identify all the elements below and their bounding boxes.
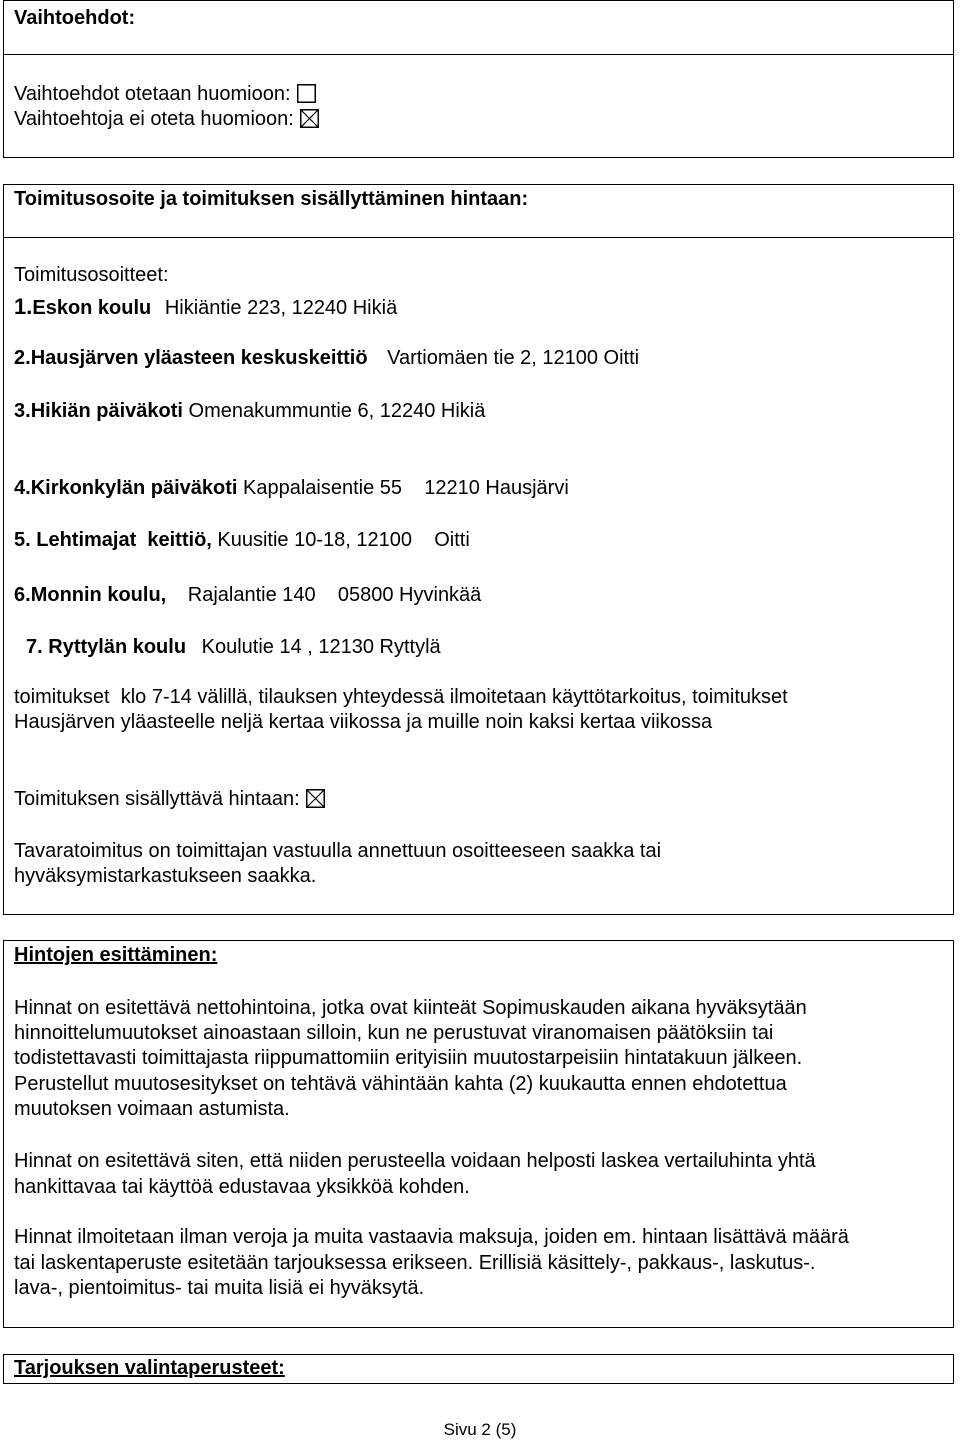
delivery-text-line1: toimitukset klo 7-14 välillä, tilauksen yhteydessä ilmoitetaan käyttötarkoitus, toimitukset (14, 686, 788, 708)
address-num: 3. (14, 400, 31, 422)
address-num: 7. (26, 636, 43, 658)
heading-toimitus: Toimitusosoite ja toimituksen sisällyttäminen hintaan: (14, 188, 529, 210)
delivery-text-line2: Hausjärven yläasteelle neljä kertaa viikossa ja muille noin kaksi kertaa viikossa (14, 711, 713, 733)
hinnat-p3-line2: tai laskentaperuste esitetään tarjouksessa erikseen. Erillisiä käsittely-, pakkaus-, laskutus-. (14, 1252, 816, 1274)
address-street: Vartiomäen tie 2, 12100 Oitti (387, 347, 640, 369)
hinnat-p3-line1: Hinnat ilmoitetaan ilman veroja ja muita vastaavia maksuja, joiden em. hintaan lisättävä määrä (14, 1226, 849, 1248)
section-heading-box-valinta (3, 1354, 954, 1384)
heading-hinnat: Hintojen esittäminen: (14, 944, 218, 966)
address-num: 4. (14, 477, 31, 499)
vaihtoehdot-options-box (3, 54, 954, 158)
hinnat-p1-line4: Perustellut muutosesitykset on tehtävä vähintään kahta (2) kuukautta ennen ehdotettua (14, 1073, 787, 1095)
heading-valinta: Tarjouksen valintaperusteet: (14, 1357, 285, 1379)
address-name: Kirkonkylän päiväkoti (30, 477, 238, 499)
responsibility-line2: hyväksymistarkastukseen saakka. (14, 865, 317, 887)
section-heading-box-vaihtoehdot (3, 0, 954, 55)
address-name: Eskon koulu (32, 297, 152, 319)
address-item-4 (14, 476, 569, 501)
hinnat-p1-line2: hinnoittelumuutokset ainoastaan silloin, kun ne perustuvat viranomaisen päätöksiin tai (14, 1022, 774, 1044)
option-allowed-label: Vaihtoehdot otetaan huomioon: (14, 83, 291, 105)
heading-vaihtoehdot: Vaihtoehdot: (14, 7, 136, 29)
hinnat-box (3, 940, 954, 1328)
page-number: Sivu 2 (5) (443, 1420, 517, 1439)
address-item-7 (26, 635, 441, 660)
delivery-included (14, 787, 325, 812)
address-item-5 (14, 528, 470, 553)
delivery-included-label: Toimituksen sisällyttävä hintaan: (14, 788, 300, 810)
hinnat-p1-line1: Hinnat on esitettävä nettohintoina, jotka ovat kiinteät Sopimuskauden aikana hyväksytään (14, 997, 807, 1019)
address-street: Omenakummuntie 6, 12240 Hikiä (188, 400, 486, 422)
address-name: Lehtimajat keittiö, (36, 529, 212, 551)
section-heading-box-toimitus (3, 184, 954, 238)
option-not-allowed (14, 107, 319, 132)
address-item-2 (14, 346, 639, 371)
hinnat-p3-line3: lava-, pientoimitus- tai muita lisiä ei hyväksytä. (14, 1277, 425, 1299)
address-street: Rajalantie 140 05800 Hyvinkää (187, 584, 482, 606)
hinnat-p1-line5: muutoksen voimaan astumista. (14, 1098, 290, 1120)
address-name: Hikiän päiväkoti (30, 400, 183, 422)
address-name: Monnin koulu, (30, 584, 167, 606)
address-street: Hikiäntie 223, 12240 Hikiä (164, 297, 398, 319)
hinnat-p2-line1: Hinnat on esitettävä siten, että niiden perusteella voidaan helposti laskea vertailuhinta yhtä (14, 1150, 816, 1172)
address-num: 5. (14, 529, 31, 551)
address-num: 6. (14, 584, 31, 606)
hinnat-p1-line3: todistettavasti toimittajasta riippumattomiin erityisiin muutostarpeisiin hintatakuun jälkeen. (14, 1047, 803, 1069)
checkbox-crossed-icon[interactable] (306, 789, 325, 808)
option-not-allowed-label: Vaihtoehtoja ei oteta huomioon: (14, 108, 294, 130)
address-num: 1. (14, 294, 33, 319)
checkbox-unchecked-icon[interactable] (297, 84, 316, 103)
address-item-3 (14, 399, 485, 424)
address-name: Ryttylän koulu (48, 636, 187, 658)
address-street: Kappalaisentie 55 12210 Hausjärvi (243, 477, 569, 499)
hinnat-p2-line2: hankittavaa tai käyttöä edustavaa yksikköä kohden. (14, 1176, 470, 1198)
address-num: 2. (14, 347, 31, 369)
address-name: Hausjärven yläasteen keskuskeittiö (30, 347, 368, 369)
responsibility-line1: Tavaratoimitus on toimittajan vastuulla annettuun osoitteeseen saakka tai (14, 840, 662, 862)
checkbox-crossed-icon[interactable] (300, 109, 319, 128)
address-item-1 (14, 294, 397, 321)
address-item-6 (14, 583, 481, 608)
toimitus-content-box (3, 237, 954, 915)
option-allowed (14, 82, 316, 107)
addresses-label: Toimitusosoitteet: (14, 264, 169, 286)
address-street: Koulutie 14 , 12130 Ryttylä (201, 636, 441, 658)
address-street: Kuusitie 10-18, 12100 Oitti (217, 529, 470, 551)
